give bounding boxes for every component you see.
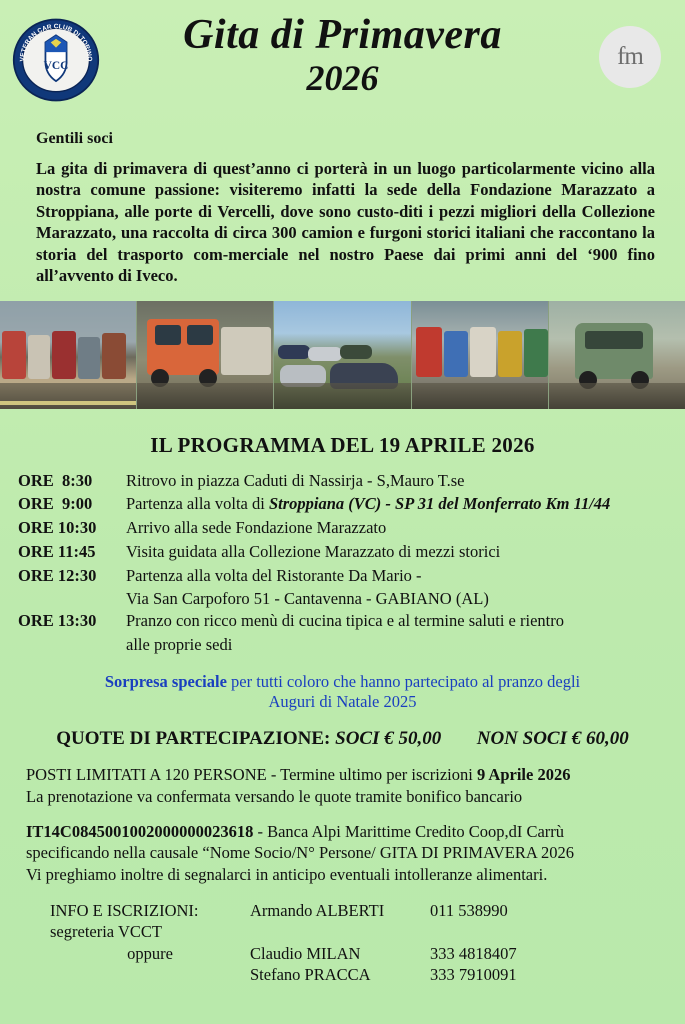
schedule-row bbox=[18, 541, 671, 563]
contact-phone[interactable]: 333 4818407 bbox=[430, 943, 517, 963]
contact-name: Claudio MILAN bbox=[250, 943, 361, 963]
surprise-highlight: Sorpresa speciale bbox=[104, 671, 227, 691]
photo-strip bbox=[0, 301, 685, 409]
page-title-year: 2026 bbox=[306, 58, 379, 98]
bank-line1 bbox=[26, 821, 667, 843]
surprise-line1 bbox=[0, 672, 685, 692]
fees-non-soci-amount: € 60,00 bbox=[571, 728, 629, 749]
intro-paragraph: La gita di primavera di quest’anno ci porterà in un luogo particolarmente vicino alla nostra comune passione: visiteremo infatti la sede della Fondazione Marazzato a Stroppiana, alle porte di Vercelli, dove sono custo-diti i pezzi migliori della Collezione Marazzato, una raccolta di circa 300 camion e furgoni storici italiani che raccontano la storia del trasporto com-merciale nel nostro Paese dai primi anni del ‘900 fino all’avvento di Iveco. bbox=[36, 159, 655, 286]
contact-phone[interactable]: 333 7910091 bbox=[430, 965, 517, 985]
contact-name: Stefano PRACCA bbox=[250, 965, 371, 985]
schedule-row bbox=[18, 565, 671, 587]
contact-row bbox=[50, 964, 667, 985]
programme-schedule bbox=[0, 470, 685, 656]
club-logo-icon bbox=[12, 16, 100, 104]
special-surprise-note bbox=[0, 672, 685, 712]
contact-lead bbox=[50, 900, 250, 943]
surprise-line2: Auguri di Natale 2025 bbox=[268, 691, 417, 711]
schedule-desc: Pranzo con ricco menù di cucina tipica e al termine saluti e rientro bbox=[126, 611, 564, 631]
poster-header bbox=[0, 0, 685, 120]
photo-vintage-trucks-row bbox=[0, 301, 136, 409]
availability-limit: POSTI LIMITATI A 120 PERSONE bbox=[26, 765, 267, 784]
schedule-desc-emphasis: Stroppiana (VC) - SP 31 del Monferrato Km 11/44 bbox=[268, 494, 611, 514]
contact-name: Armando ALBERTI bbox=[250, 900, 385, 920]
programme-title: IL PROGRAMMA DEL 19 APRILE 2026 bbox=[150, 432, 535, 457]
schedule-row bbox=[18, 493, 671, 515]
schedule-desc bbox=[126, 493, 610, 515]
schedule-row bbox=[18, 610, 671, 632]
schedule-time: ORE 13:30 bbox=[18, 611, 97, 631]
fees-non-soci-label: NON SOCI bbox=[476, 728, 568, 749]
schedule-time: ORE 12:30 bbox=[18, 565, 97, 585]
contact-phone[interactable]: 011 538990 bbox=[430, 900, 508, 920]
contact-info-section bbox=[0, 900, 685, 986]
contact-row bbox=[50, 900, 667, 943]
fees-soci-amount: € 50,00 bbox=[384, 728, 442, 749]
availability-line2: La prenotazione va confermata versando le quote tramite bonifico bancario bbox=[26, 787, 523, 807]
contact-alternative-label: oppure bbox=[127, 943, 173, 963]
contact-office: segreteria VCCT bbox=[50, 922, 162, 942]
svg-text:VETERAN CAR CLUB DI TORINO: VETERAN CAR CLUB DI TORINO bbox=[19, 23, 93, 62]
schedule-time: ORE 10:30 bbox=[18, 518, 97, 538]
schedule-time: ORE 11:45 bbox=[18, 541, 96, 561]
contact-spacer bbox=[50, 964, 250, 985]
svg-text:VCC: VCC bbox=[43, 59, 69, 72]
page-title: Gita di Primavera bbox=[183, 12, 502, 58]
contact-label: INFO E ISCRIZIONI: bbox=[50, 900, 199, 920]
bank-details-section bbox=[0, 821, 685, 886]
bank-line2: specificando nella causale “Nome Socio/N° Persone/ GITA DI PRIMAVERA 2026 bbox=[26, 843, 574, 863]
availability-section bbox=[0, 764, 685, 809]
greeting-text: Gentili soci bbox=[36, 130, 113, 147]
photo-colored-trucks-warehouse bbox=[411, 301, 548, 409]
bank-name: - Banca Alpi Marittime Credito Coop,dI Carrù bbox=[253, 821, 565, 841]
participation-fees bbox=[0, 728, 685, 750]
schedule-time: ORE 8:30 bbox=[18, 470, 93, 490]
intro-section bbox=[0, 120, 685, 287]
surprise-rest: per tutti coloro che hanno partecipato al pranzo degli bbox=[226, 671, 581, 691]
schedule-desc: Ritrovo in piazza Caduti di Nassirja - S,Mauro T.se bbox=[126, 470, 465, 490]
schedule-row bbox=[18, 470, 671, 492]
schedule-desc: Partenza alla volta del Ristorante Da Mario - bbox=[126, 565, 422, 585]
photo-classic-cars-outdoor bbox=[273, 301, 410, 409]
iban-number: IT14C0845001002000000023618 bbox=[26, 821, 254, 841]
availability-deadline-date: 9 Aprile 2026 bbox=[476, 765, 571, 784]
schedule-desc-text: Partenza alla volta di bbox=[126, 494, 269, 514]
schedule-row bbox=[18, 517, 671, 539]
schedule-desc-continuation: Via San Carpoforo 51 - Cantavenna - GABIANO (AL) bbox=[126, 589, 489, 609]
poster-title-block bbox=[0, 0, 685, 101]
fees-soci-label: SOCI bbox=[335, 728, 380, 749]
availability-deadline-label: - Termine ultimo per iscrizioni bbox=[266, 765, 477, 784]
sponsor-logo: fm bbox=[599, 26, 661, 88]
schedule-time: ORE 9:00 bbox=[18, 494, 93, 514]
schedule-desc-continuation: alle proprie sedi bbox=[126, 634, 233, 654]
fees-label: QUOTE DI PARTECIPAZIONE: bbox=[56, 728, 331, 749]
availability-line1 bbox=[26, 764, 661, 786]
schedule-desc: Arrivo alla sede Fondazione Marazzato bbox=[126, 518, 387, 538]
contact-row bbox=[50, 943, 667, 964]
schedule-desc: Visita guidata alla Collezione Marazzato di mezzi storici bbox=[126, 541, 501, 561]
photo-green-van-indoor bbox=[548, 301, 685, 409]
bank-line3: Vi preghiamo inoltre di segnalarci in anticipo eventuali intolleranze alimentari. bbox=[26, 865, 548, 885]
photo-orange-cab-truck bbox=[136, 301, 273, 409]
